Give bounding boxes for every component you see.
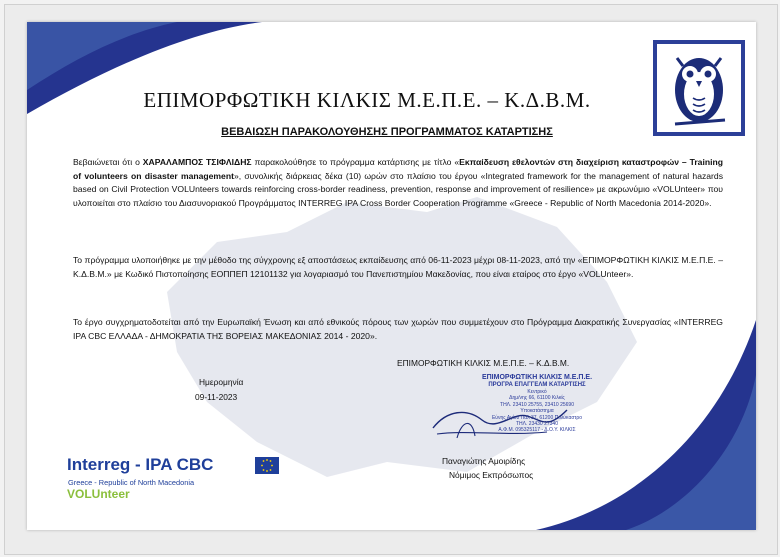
intro-text: Βεβαιώνεται ότι ο [73,157,143,167]
interreg-region: Greece - Republic of North Macedonia [68,478,195,487]
stamp-line: ΕΠΙΜΟΡΦΩΤΙΚΗ ΚΙΛΚΙΣ Μ.Ε.Π.Ε. [481,374,593,381]
certificate [27,22,756,530]
program-lead-text: παρακολούθησε το πρόγραμμα κατάρτισης με τίτλο « [251,157,460,167]
interreg-brand: Interreg - IPA CBC [67,455,214,474]
paragraph-implementation: Το πρόγραμμα υλοποιήθηκε με την μέθοδο της σύγχρονης εξ αποστάσεως εκπαίδευσης από 06-11-2023 μέχρι 08-11-2023, από την «ΕΠΙΜΟΡΦΩΤΙΚΗ ΚΙΛΚΙΣ Μ.Ε.Π.Ε. – Κ.Δ.Β.Μ.» με Κωδικό Πιστοποίησης ΕΟΠΠΕΠ 12101132 για λογαριασμό του Πανεπιστημίου Μακεδονίας, που είναι εταίρος στο έργο «VOLUnteer». [73,255,723,279]
participant-name: ΧΑΡΑΛΑΜΠΟΣ ΤΣΙΦΛΙΔΗΣ [142,157,252,167]
interreg-logo [65,455,280,503]
stamp-line: ΤΗΛ. 23410 25755, 23410 25690 [500,401,574,408]
date-label: Ημερομηνία [199,377,244,387]
signatory-name: Παναγιώτης Αμοιρίδης [442,456,526,466]
stamp-line: ΠΡΟΓΡΑ ΕΠΑΓΓΕΛΜ ΚΑΤΑΡΤΙΣΗΣ [488,382,586,388]
date-value: 09-11-2023 [195,392,238,402]
project-description: », συνολικής διάρκειας δέκα (10) ωρών στο πλαίσιο του έργου «Integrated framework for the management of natural hazards based on Civil Protection VOLUnteers towards reinforcing cross-border readiness, prevention, response and improvement of resilience» με ακρωνύμιο «VOLUnteer» που υλοποιείται στο πλαίσιο του Διασυνοριακού Προγράμματος INTERREG IPA Cross Border Cooperation Programme «Greece - Republic of North Macedonia 2014-2020». [73,170,723,208]
project-acronym: VOLUnteer [67,487,130,501]
stamp-line: Κεντρικό [527,389,547,395]
organization-title: ΕΠΙΜΟΡΦΩΤΙΚΗ ΚΙΛΚΙΣ Μ.Ε.Π.Ε. – Κ.Δ.Β.Μ. [143,88,591,112]
certificate-title: ΒΕΒΑΙΩΣΗ ΠΑΡΑΚΟΛΟΥΘΗΣΗΣ ΠΡΟΓΡΑΜΜΑΤΟΣ ΚΑΤΑΡΤΙΣΗΣ [221,126,553,138]
stamp-line: Υποκατάστημα [520,408,554,415]
stamp-line: Α.Φ.Μ. 095325117 - Δ.Ο.Υ. ΚΙΛΚΙΣ [498,427,576,434]
signatory-organization: ΕΠΙΜΟΡΦΩΤΙΚΗ ΚΙΛΚΙΣ Μ.Ε.Π.Ε. – Κ.Δ.Β.Μ. [397,358,570,368]
signature [427,390,577,446]
paragraph-funding: Το έργο συγχρηματοδοτείται από την Ευρωπαϊκή Ένωση και από εθνικούς πόρους των χωρών που συμμετέχουν στο Πρόγραμμα Διακρατικής Συνεργασίας «INTERREG IPA CBC ΕΛΛΑΔΑ - ΔΗΜΟΚΡΑΤΙΑ ΤΗΣ ΒΟΡΕΙΑΣ ΜΑΚΕΔΟΝΙΑΣ 2014 - 2020». [73,317,723,341]
stamp-line: Εύνης Αγίου Παλ 37, 61200 Πολύκαστρο [491,414,583,421]
stamp-line: Δημ/νης 66, 61100 Κιλκίς [509,395,565,402]
eu-flag-icon [255,457,279,474]
program-title: Εκπαίδευση εθελοντών στη διαχείριση καταστροφών – Training of volunteers on disaster management [73,157,723,181]
paragraph-attendance [73,156,723,210]
signatory-role: Νόμιμος Εκπρόσωπος [449,470,534,480]
stamp-line: ΤΗΛ. 23430 27340 [516,421,558,428]
